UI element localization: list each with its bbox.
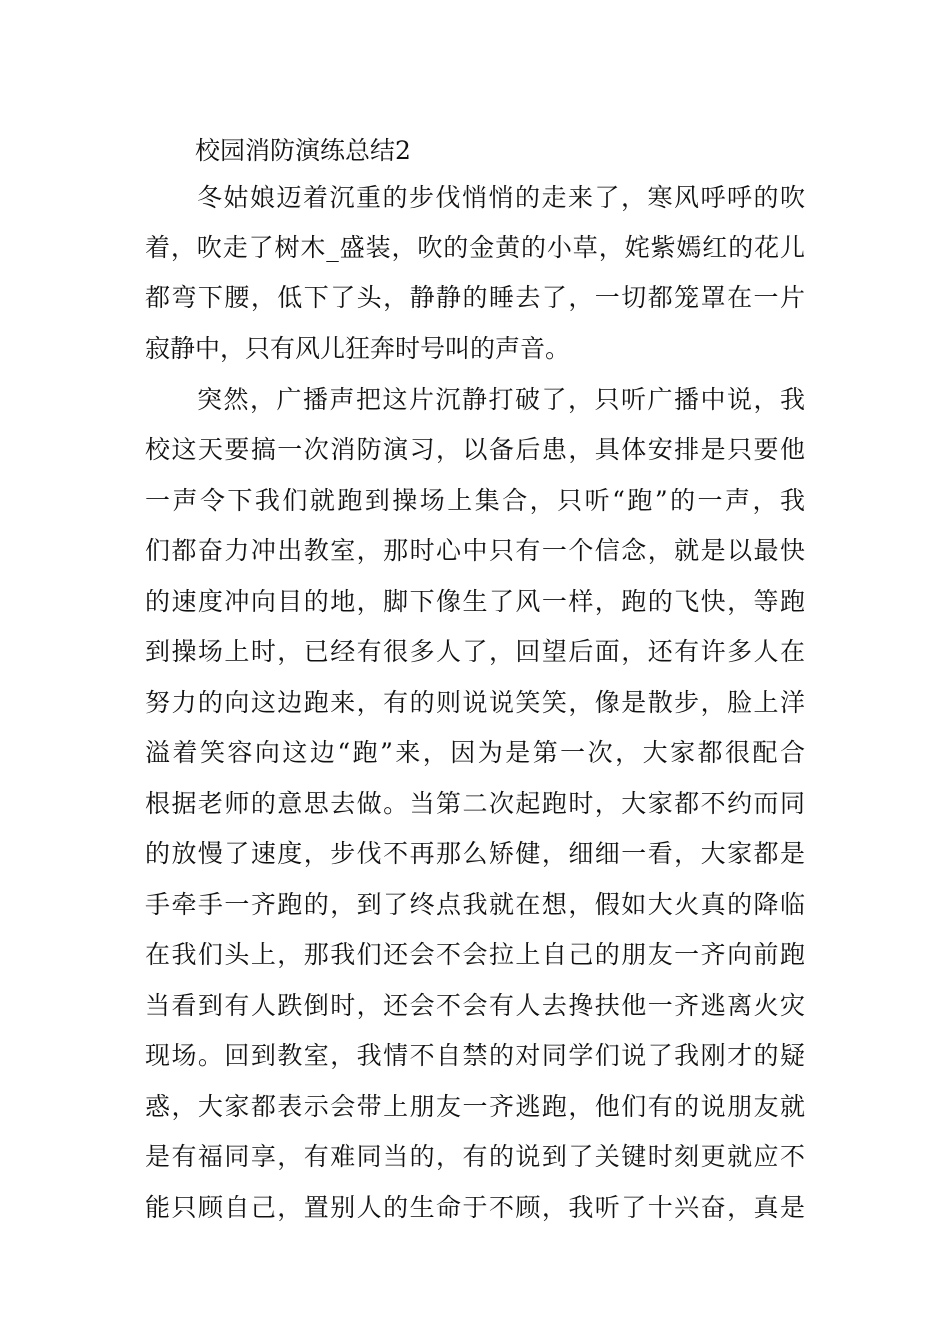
paragraph-line: 是有福同享，有难同当的，有的说到了关键时刻更就应不 xyxy=(145,1142,805,1171)
paragraph-line: 突然，广播声把这片沉静打破了，只听广播中说，我 xyxy=(197,385,805,414)
paragraph-line: 寂静中，只有风儿狂奔时号叫的声音。 xyxy=(145,334,571,363)
paragraph-line: 的速度冲向目的地，脚下像生了风一样，跑的飞快，等跑 xyxy=(145,587,805,616)
paragraph-line: 手牵手一齐跑的，到了终点我就在想，假如大火真的降临 xyxy=(145,890,805,919)
paragraph-line: 当看到有人跌倒时，还会不会有人去搀扶他一齐逃离火灾 xyxy=(145,991,805,1020)
paragraph-line: 根据老师的意思去做。当第二次起跑时，大家都不约而同 xyxy=(145,789,805,818)
paragraph-line: 着，吹走了树木_盛装，吹的金黄的小草，姹紫嫣红的花儿 xyxy=(145,233,805,262)
paragraph-line: 到操场上时，已经有很多人了，回望后面，还有许多人在 xyxy=(145,637,805,666)
paragraph-line: 惑，大家都表示会带上朋友一齐逃跑，他们有的说朋友就 xyxy=(145,1092,805,1121)
paragraph-line: 都弯下腰，低下了头，静静的睡去了，一切都笼罩在一片 xyxy=(145,283,805,312)
paragraph-line: 校这天要搞一次消防演习，以备后患，具体安排是只要他 xyxy=(145,435,805,464)
document-title: 校园消防演练总结2 xyxy=(195,136,411,165)
paragraph-line: 们都奋力冲出教室，那时心中只有一个信念，就是以最快 xyxy=(145,536,805,565)
paragraph-line: 现场。回到教室，我情不自禁的对同学们说了我刚才的疑 xyxy=(145,1041,805,1070)
paragraph-line: 溢着笑容向这边“跑”来，因为是第一次，大家都很配合 xyxy=(145,738,805,767)
paragraph-line: 在我们头上，那我们还会不会拉上自己的朋友一齐向前跑 xyxy=(145,940,805,969)
paragraph-line: 一声令下我们就跑到操场上集合，只听“跑”的一声，我 xyxy=(145,486,805,515)
paragraph-line: 的放慢了速度，步伐不再那么矫健，细细一看，大家都是 xyxy=(145,839,805,868)
paragraph-line: 努力的向这边跑来，有的则说说笑笑，像是散步，脸上洋 xyxy=(145,688,805,717)
paragraph-line: 能只顾自己，置别人的生命于不顾，我听了十兴奋，真是 xyxy=(145,1193,805,1222)
paragraph-line: 冬姑娘迈着沉重的步伐悄悄的走来了，寒风呼呼的吹 xyxy=(197,183,805,212)
